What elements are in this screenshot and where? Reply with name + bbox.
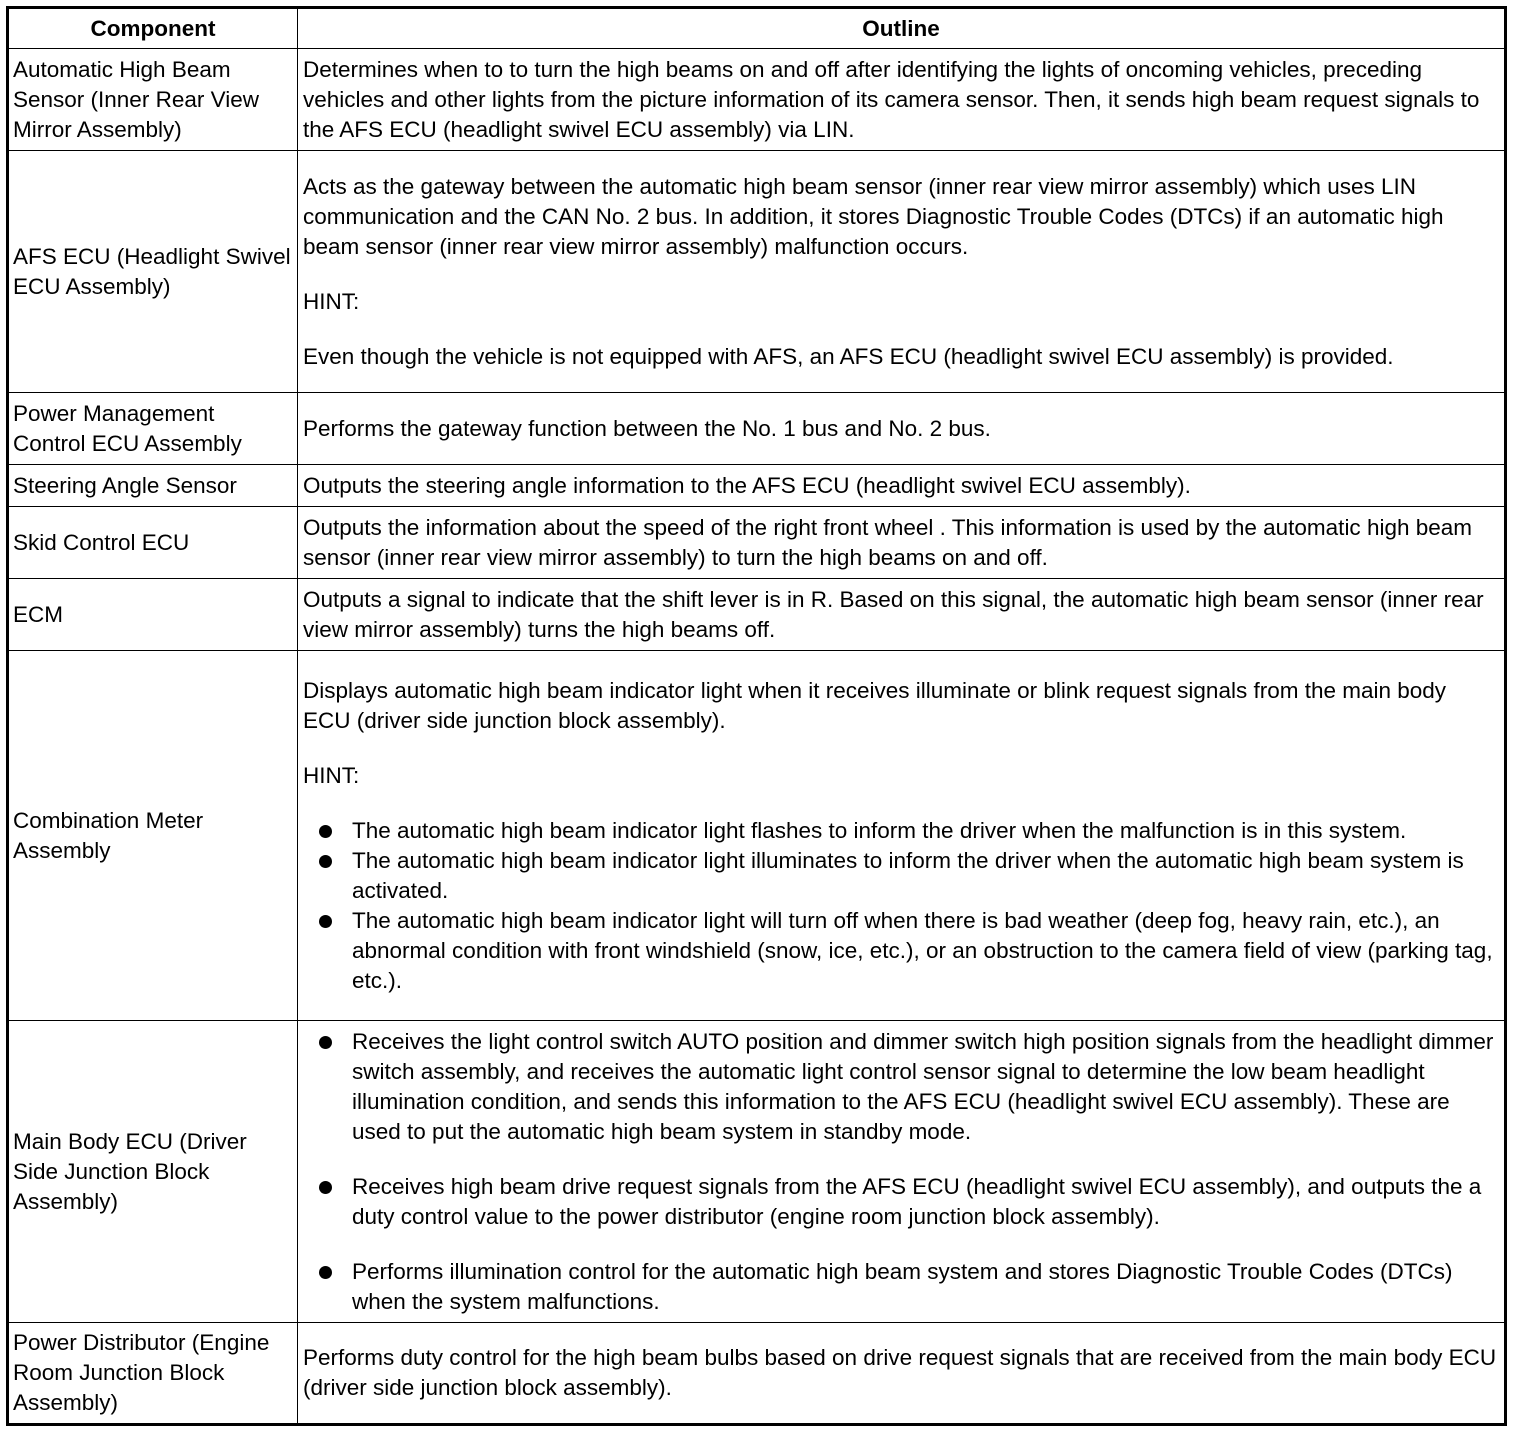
outline-text: Outputs the information about the speed of the right front wheel . This information is used by the automatic high beam sensor (inner rear view mirror assembly) to turn the high beams on and off. [303, 514, 1473, 570]
hint-label: HINT: [303, 762, 360, 788]
bullet-text: The automatic high beam indicator light will turn off when there is bad weather (deep fog, heavy rain, etc.), an abnormal condition with front windshield (snow, ice, etc.), or an obstruction to the camera field of view (parking tag, etc.). [352, 907, 1493, 993]
outline-text: Outputs the steering angle information to the AFS ECU (headlight swivel ECU assembly). [303, 472, 1191, 498]
bullet-list [303, 1027, 1498, 1317]
column-header-outline: Outline [298, 8, 1506, 49]
header-row [8, 8, 1506, 49]
table-row [8, 579, 1506, 651]
component-cell: Combination Meter Assembly [8, 651, 298, 1021]
component-cell: Skid Control ECU [8, 507, 298, 579]
component-cell: Main Body ECU (Driver Side Junction Block Assembly) [8, 1021, 298, 1323]
component-cell: Steering Angle Sensor [8, 465, 298, 507]
bullet-icon [319, 1036, 332, 1049]
outline-cell [298, 393, 1506, 465]
component-cell: Automatic High Beam Sensor (Inner Rear View Mirror Assembly) [8, 49, 298, 151]
outline-cell [298, 151, 1506, 393]
bullet-icon [319, 855, 332, 868]
bullet-icon [319, 1181, 332, 1194]
bullet-text: Receives high beam drive request signals from the AFS ECU (headlight swivel ECU assembly), and outputs the a duty control value to the power distributor (engine room junction block assembly). [352, 1173, 1482, 1229]
outline-cell [298, 579, 1506, 651]
bullet-icon [319, 915, 332, 928]
list-item [303, 1027, 1498, 1147]
bullet-icon [319, 1266, 332, 1279]
list-item [303, 1257, 1498, 1317]
component-cell: ECM [8, 579, 298, 651]
component-cell: Power Distributor (Engine Room Junction Block Assembly) [8, 1323, 298, 1425]
outline-cell [298, 465, 1506, 507]
outline-text: Outputs a signal to indicate that the shift lever is in R. Based on this signal, the automatic high beam sensor (inner rear view mirror assembly) turns the high beams off. [303, 586, 1484, 642]
hint-text: Even though the vehicle is not equipped with AFS, an AFS ECU (headlight swivel ECU assembly) is provided. [303, 343, 1394, 369]
outline-text: Performs duty control for the high beam bulbs based on drive request signals that are received from the main body ECU (driver side junction block assembly). [303, 1345, 1497, 1400]
hint-label: HINT: [303, 288, 360, 314]
component-cell: AFS ECU (Headlight Swivel ECU Assembly) [8, 151, 298, 393]
outline-text: Performs the gateway function between the No. 1 bus and No. 2 bus. [303, 415, 991, 441]
table-row [8, 1323, 1506, 1425]
outline-cell [298, 49, 1506, 151]
bullet-text: Receives the light control switch AUTO position and dimmer switch high position signals from the headlight dimmer switch assembly, and receives the automatic light control sensor signal to determine the low beam headlight illumination condition, and sends this information to the AFS ECU (headlight swivel ECU assembly). These are used to put the automatic high beam system in standby mode. [352, 1028, 1494, 1144]
list-item [303, 816, 1498, 846]
bullet-text: Performs illumination control for the automatic high beam system and stores Diagnostic Trouble Codes (DTCs) when the system malfunctions. [352, 1258, 1453, 1314]
list-item [303, 906, 1498, 996]
bullet-text: The automatic high beam indicator light flashes to inform the driver when the malfunction is in this system. [352, 817, 1407, 843]
table-row [8, 393, 1506, 465]
table-row [8, 465, 1506, 507]
bullet-icon [319, 825, 332, 838]
outline-cell [298, 1323, 1506, 1425]
table-row [8, 651, 1506, 1021]
bullet-text: The automatic high beam indicator light illuminates to inform the driver when the automatic high beam system is activated. [352, 847, 1464, 903]
list-item [303, 1172, 1498, 1232]
table-row [8, 1021, 1506, 1323]
outline-cell [298, 1021, 1506, 1323]
table-row [8, 151, 1506, 393]
outline-cell [298, 507, 1506, 579]
column-header-component: Component [8, 8, 298, 49]
component-outline-table [6, 6, 1507, 1426]
table-row [8, 507, 1506, 579]
list-item [303, 846, 1498, 906]
outline-text: Displays automatic high beam indicator light when it receives illuminate or blink request signals from the main body ECU (driver side junction block assembly). [303, 677, 1447, 733]
hint-bullet-list [303, 816, 1498, 996]
table-row [8, 49, 1506, 151]
component-cell: Power Management Control ECU Assembly [8, 393, 298, 465]
outline-cell [298, 651, 1506, 1021]
outline-text: Acts as the gateway between the automatic high beam sensor (inner rear view mirror assembly) which uses LIN communication and the CAN No. 2 bus. In addition, it stores Diagnostic Trouble Codes (DTCs) if an automatic high beam sensor (inner rear view mirror assembly) malfunction occurs. [303, 173, 1444, 259]
outline-text: Determines when to to turn the high beams on and off after identifying the lights of oncoming vehicles, preceding vehicles and other lights from the picture information of its camera sensor. Then, it sends high beam request signals to the AFS ECU (headlight swivel ECU assembly) via LIN. [303, 56, 1480, 142]
